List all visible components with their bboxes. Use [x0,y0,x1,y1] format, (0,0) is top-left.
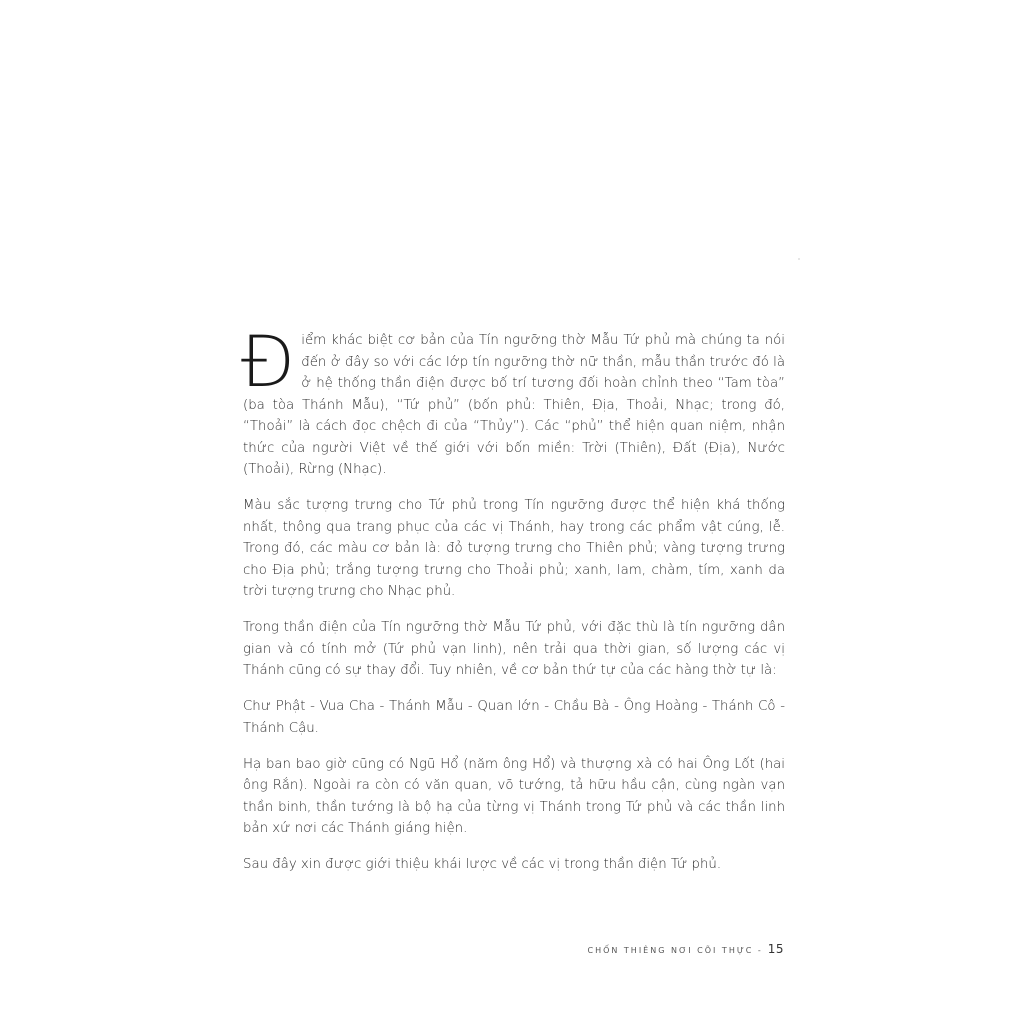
page-number: 15 [767,942,784,956]
paragraph-intro [241,321,785,481]
drop-cap: Đ [241,321,296,403]
scan-speck [798,258,800,260]
paragraph-colors: Màu sắc tượng trưng cho Tứ phủ trong Tín ngưỡng được thể hiện khá thống nhất, thông qua trang phục của các vị Thánh, hay trong các phẩm vật cúng, lễ. Trong đó, các màu cơ bản là: đỏ tượng trưng cho Thiên phủ; vàng tượng trưng cho Địa phủ; trắng tượng trưng cho Thoải phủ; xanh, lam, chàm, tím, xanh da trời tượng trưng cho Nhạc phủ. [243,498,785,599]
paragraph-lower-altar: Hạ ban bao giờ cũng có Ngũ Hổ (năm ông Hổ) và thượng xà có hai Ông Lốt (hai ông Rắn). Ngoài ra còn có văn quan, võ tướng, tả hữu hầu cận, cùng ngàn vạn thần binh, thần tướng là bộ hạ của từng vị Thánh trong Tứ phủ và các thần linh bản xứ nơi các Thánh giáng hiện. [243,756,785,836]
paragraph-closing: Sau đây xin được giới thiệu khái lược về các vị trong thần điện Tứ phủ. [243,857,722,872]
article-body [241,321,785,890]
paragraph-order-list: Chư Phật - Vua Cha - Thánh Mẫu - Quan lớn - Chầu Bà - Ông Hoàng - Thánh Cô - Thánh Cậu. [243,699,785,736]
page-footer [587,942,784,956]
paragraph-pantheon: Trong thần điện của Tín ngưỡng thờ Mẫu Tứ phủ, với đặc thù là tín ngưỡng dân gian và có tính mở (Tứ phủ vạn linh), nên trải qua thời gian, số lượng các vị Thánh cũng có sự thay đổi. Tuy nhiên, về cơ bản thứ tự của các hàng thờ tự là: [243,620,785,678]
running-title: CHỐN THIÊNG NƠI CÕI THỰC - [587,946,763,955]
paragraph-intro-text: iểm khác biệt cơ bản của Tín ngưỡng thờ Mẫu Tứ phủ mà chúng ta nói đến ở đây so với các lớp tín ngưỡng thờ nữ thần, mẫu thần trước đó là ở hệ thống thần điện được bố trí tương đối hoàn chỉnh theo “Tam tòa” (ba tòa Thánh Mẫu), “Tứ phủ” (bốn phủ: Thiên, Địa, Thoải, Nhạc; trong đó, “Thoải” là cách đọc chệch đi của “Thủy”). Các “phủ” thể hiện quan niệm, nhận thức của người Việt về thế giới với bốn miền: Trời (Thiên), Đất (Địa), Nước (Thoải), Rừng (Nhạc). [243,333,785,477]
